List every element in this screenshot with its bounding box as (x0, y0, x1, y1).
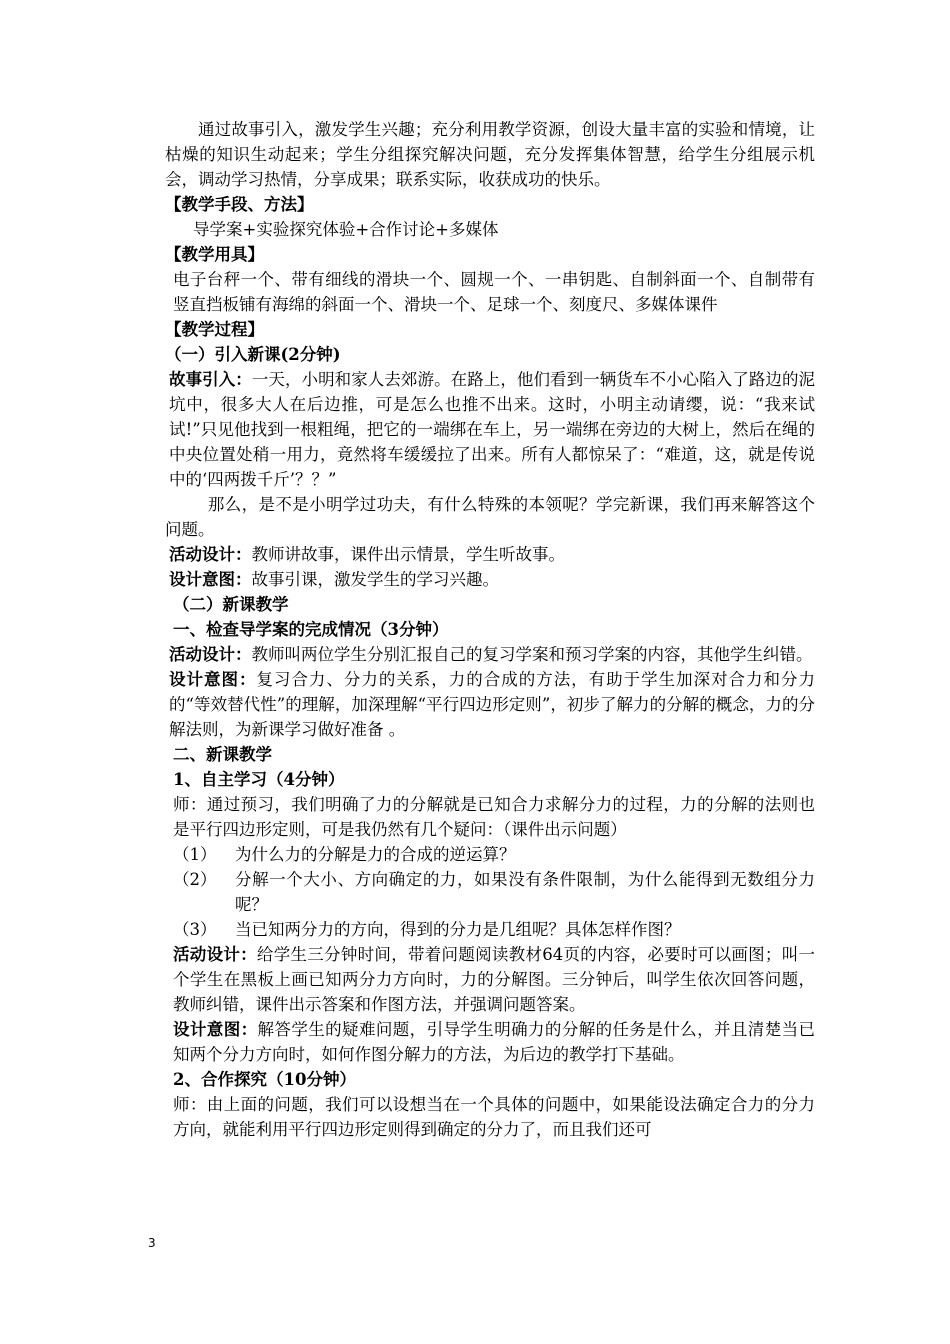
s1-intent (165, 667, 815, 742)
sub1-heading: 1、自主学习（4分钟） (173, 770, 345, 789)
story-paragraph (165, 367, 815, 492)
part1-heading: （一）引入新课(2分钟) (165, 345, 341, 364)
part1-activity (165, 542, 815, 567)
question-item (165, 867, 815, 917)
part2-heading: （二）新课教学 (173, 595, 289, 614)
activity-text: 给学生三分钟时间，带着问题阅读教材64页的内容，必要时可以画图；叫一个学生在黑板上画已知两分力方向时，力的分解图。三分钟后，叫学生依次回答问题，教师纠错，课件出示答案和作图方法，并强调问题答案。 (173, 945, 815, 1014)
part1-intent (165, 567, 815, 592)
intent-text: 解答学生的疑难问题，引导学生明确力的分解的任务是什么，并且清楚当已知两个分力方向时，如何作图分解力的方法，为后边的教学打下基础。 (173, 1020, 816, 1064)
question-item (165, 917, 815, 942)
sub1-activity (165, 942, 815, 1017)
methods-text: 导学案+实验探究体验+合作讨论+多媒体 (193, 220, 499, 239)
question-number: （3） (173, 920, 217, 939)
intro-paragraph: 通过故事引入，激发学生兴趣；充分利用教学资源，创设大量丰富的实验和情境，让枯燥的知识生动起来；学生分组探究解决问题，充分发挥集体智慧，给学生分组展示机会，调动学习热情，分享成果；联系实际，收获成功的快乐。 (165, 120, 815, 189)
activity-text: 教师讲故事，课件出示情景，学生听故事。 (251, 545, 565, 564)
question-number: （2） (173, 870, 217, 889)
s1-heading: 一、检查导学案的完成情况（3分钟） (173, 620, 449, 639)
s1-activity (165, 642, 815, 667)
question-text: 为什么力的分解是力的合成的逆运算？ (235, 845, 516, 864)
question-paragraph: 那么，是不是小明学过功夫，有什么特殊的本领呢？学完新课，我们再来解答这个问题。 (165, 495, 815, 539)
intent-text: 故事引课，激发学生的学习兴趣。 (251, 570, 499, 589)
sub1-teacher: 师：通过预习，我们明确了力的分解就是已知合力求解分力的过程，力的分解的法则也是平行四边形定则，可是我仍然有几个疑问：（课件出示问题） (173, 795, 815, 839)
sub1-intent (165, 1017, 815, 1067)
intent-label: 设计意图： (173, 1020, 258, 1039)
intent-label: 设计意图： (169, 670, 257, 689)
intent-text: 复习合力、分力的关系，力的合成的方法，有助于学生加深对合力和分力的“等效替代性”的理解，加深理解“平行四边形定则”，初步了解力的分解的概念，力的分解法则，为新课学习做好准备 。 (169, 670, 816, 739)
story-text: 一天，小明和家人去郊游。在路上，他们看到一辆货车不小心陷入了路边的泥坑中，很多大人在后边推，可是怎么也推不出来。这时，小明主动请缨，说：“我来试试!”只见他找到一根粗绳，把它的一端绑在车上，另一端绑在旁边的大树上，然后在绳的中央位置处稍一用力，竟然将车缓缓拉了出来。所有人都惊呆了：“难道，这，就是传说中的‘四两拨千斤’？？” (169, 370, 816, 489)
tools-heading: 【教学用具】 (165, 245, 264, 264)
activity-label: 活动设计： (169, 645, 252, 664)
process-heading: 【教学过程】 (165, 320, 264, 339)
page-content (165, 117, 815, 1142)
s2-heading: 二、新课教学 (173, 745, 272, 764)
activity-text: 教师叫两位学生分别汇报自己的复习学案和预习学案的内容，其他学生纠错。 (251, 645, 813, 664)
activity-label: 活动设计： (169, 545, 252, 564)
methods-heading: 【教学手段、方法】 (165, 195, 314, 214)
sub2-heading: 2、合作探究（10分钟） (173, 1070, 356, 1089)
sub2-teacher: 师：由上面的问题，我们可以设想当在一个具体的问题中，如果能设法确定合力的分力方向，就能利用平行四边形定则得到确定的分力了，而且我们还可 (173, 1095, 815, 1139)
question-item (165, 842, 815, 867)
activity-label: 活动设计： (173, 945, 257, 964)
story-label: 故事引入： (169, 370, 252, 389)
tools-text: 电子台秤一个、带有细线的滑块一个、圆规一个、一串钥匙、自制斜面一个、自制带有竖直挡板铺有海绵的斜面一个、滑块一个、足球一个、刻度尺、多媒体课件 (173, 270, 815, 314)
question-text: 当已知两分力的方向，得到的分力是几组呢？具体怎样作图？ (235, 920, 681, 939)
question-number: （1） (173, 845, 217, 864)
intent-label: 设计意图： (169, 570, 252, 589)
page-number: 3 (148, 1236, 156, 1250)
question-text: 分解一个大小、方向确定的力，如果没有条件限制，为什么能得到无数组分力呢？ (235, 870, 815, 914)
